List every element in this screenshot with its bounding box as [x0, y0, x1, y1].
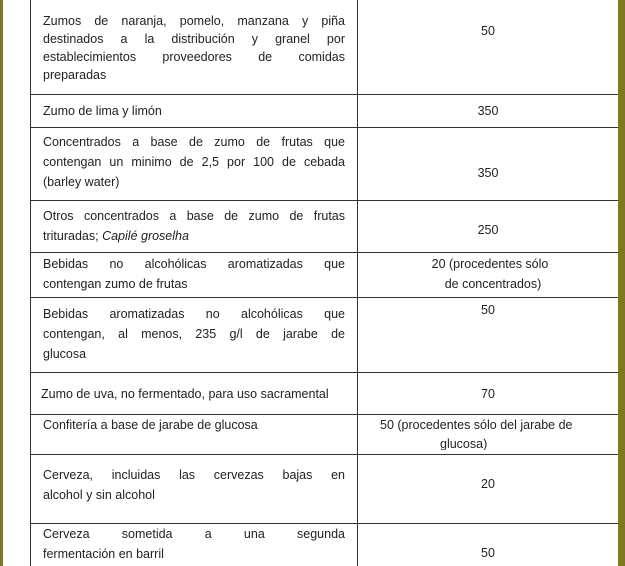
product-text: Zumos de naranja, pomelo, manzana y piña	[43, 14, 345, 28]
product-text: Confitería a base de jarabe de glucosa	[43, 418, 258, 432]
product-text: trituradas;	[43, 229, 99, 243]
product-text: destinados a la distribución y granel por	[43, 32, 345, 46]
value-text: 50	[481, 24, 495, 38]
value-text: 350	[477, 104, 499, 118]
product-text: Zumo de uva, no fermentado, para uso sacramental	[41, 387, 329, 401]
product-text: Cerveza, incluidas las cervezas bajas en	[43, 468, 345, 482]
value-text: de concentrados)	[444, 277, 542, 291]
table-row	[31, 253, 618, 298]
product-text: Zumo de lima y limón	[43, 104, 162, 118]
product-text: (barley water)	[43, 175, 120, 189]
product-cell	[31, 253, 358, 297]
table-row	[31, 455, 618, 524]
product-cell	[31, 0, 358, 94]
product-text: establecimientos proveedores de comidas	[43, 50, 345, 64]
table-row	[31, 524, 618, 566]
value-cell	[358, 415, 618, 454]
value-cell	[358, 95, 618, 127]
product-text: Concentrados a base de zumo de frutas que	[43, 135, 345, 149]
product-text: Bebidas no alcohólicas aromatizadas que	[43, 257, 345, 271]
value-cell	[358, 128, 618, 200]
value-text: 250	[477, 223, 499, 237]
table-row	[31, 0, 618, 95]
value-cell	[358, 201, 618, 252]
value-text: 350	[477, 166, 499, 180]
product-text: Otros concentrados a base de zumo de frutas	[43, 209, 345, 223]
value-text: 20 (procedentes sólo	[431, 257, 549, 271]
value-text: 50	[481, 546, 495, 560]
product-text: preparadas	[43, 68, 107, 82]
product-cell	[31, 415, 358, 454]
product-cell	[31, 455, 358, 523]
product-cell	[31, 298, 358, 372]
product-cell	[31, 201, 358, 252]
table-row	[31, 128, 618, 201]
product-text: contengan un minimo de 2,5 por 100 de cebada	[43, 155, 345, 169]
product-text: contengan, al menos, 235 g/l de jarabe de	[43, 327, 345, 341]
product-italic-text: Capilé groselha	[102, 229, 189, 243]
value-cell	[358, 455, 618, 523]
product-cell	[31, 373, 358, 414]
value-text: glucosa)	[440, 437, 488, 450]
document-page	[3, 0, 618, 566]
table-row	[31, 201, 618, 253]
table-row	[31, 415, 618, 455]
value-cell	[358, 373, 618, 414]
product-text: glucosa	[43, 347, 87, 361]
product-cell	[31, 128, 358, 200]
value-text: 20	[481, 477, 495, 491]
value-cell	[358, 524, 618, 566]
table-row	[31, 95, 618, 128]
product-text: fermentación en barril	[43, 547, 164, 561]
value-text: 70	[481, 387, 495, 401]
table-row	[31, 373, 618, 415]
product-cell	[31, 524, 358, 566]
product-text: Bebidas aromatizadas no alcohólicas que	[43, 307, 345, 321]
value-text: 50 (procedentes sólo del jarabe de	[380, 418, 573, 432]
value-cell	[358, 253, 618, 297]
product-text: alcohol y sin alcohol	[43, 488, 155, 502]
value-cell	[358, 0, 618, 94]
additive-limits-table	[30, 0, 618, 566]
product-cell	[31, 95, 358, 127]
product-text: Cerveza sometida a una segunda	[43, 527, 345, 541]
product-text: contengan zumo de frutas	[43, 277, 188, 291]
value-text: 50	[481, 303, 495, 317]
value-cell	[358, 298, 618, 372]
table-row	[31, 298, 618, 373]
